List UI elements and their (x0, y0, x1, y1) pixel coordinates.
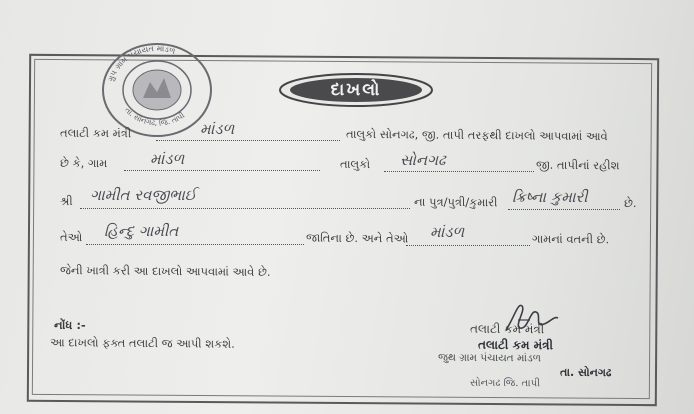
line2-label-village: છે કે, ગામ (59, 155, 108, 171)
line3-filled-child: ક્રિષ્ના કુમારી (512, 188, 588, 206)
line2-label-end: જી. તાપીનાં રહીશ (535, 157, 620, 173)
line3-fill-dots-father (80, 208, 410, 209)
line1-label-start: તલાટી કમ મંત્રી (59, 125, 132, 141)
line1-filled-village: માંડળ (200, 120, 235, 138)
line2-fill-dots-taluka (384, 171, 534, 172)
certification-statement: જેની ખાત્રી કરી આ દાખલો આપવામાં આવે છે. (59, 263, 271, 279)
line4-fill-dots-village (406, 245, 530, 246)
signatory-printed-label: તલાટી કમ મંત્રી (469, 321, 545, 337)
stamp-line-panchayat: જુથ ગ્રામ પંચાયત માંડળ (437, 351, 542, 365)
line4-filled-village: માંડળ (430, 223, 465, 241)
line2-filled-taluka: સોનગઢ (400, 151, 446, 169)
line4-label-end: ગામનાં વતની છે. (531, 231, 610, 247)
stamp-line-district: સોનગઢ જિ. તાપી (469, 377, 541, 390)
note-heading: નોંધ :- (53, 317, 86, 333)
line4-filled-caste: હિન્દુ ગામીત (104, 222, 179, 240)
line3-filled-father: ગામીત રવજીભાઈ (90, 186, 197, 204)
line3-label-shri: શ્રી (59, 193, 73, 209)
panchayat-seal (98, 40, 216, 140)
document-title: દાખલો (330, 80, 382, 100)
seal-bottom-text: તા. સોનગઢ, જિ. તાપી (123, 105, 187, 128)
line3-label-end: છે. (623, 195, 637, 211)
line1-label-end: તાલુકો સોનગઢ, જી. તાપી તરફથી દાખલો આપવામાં આવે (345, 126, 608, 144)
stamp-line-designation: તલાટી કમ મંત્રી (477, 337, 554, 353)
line2-filled-village: માંડળ (150, 150, 185, 168)
line4-fill-dots-caste (86, 244, 304, 245)
stamp-line-taluka: તા. સોનગઢ (559, 365, 612, 380)
line1-fill-dots (156, 140, 340, 141)
line3-label-relation: ના પુત્ર/પુત્રી/કુમારી (413, 194, 498, 210)
line2-fill-dots-village (124, 170, 320, 171)
line4-label-caste: જાતિના છે. અને તેઓ (305, 230, 409, 246)
note-text: આ દાખલો ફક્ત તલાટી જ આપી શકશે. (49, 335, 235, 351)
line2-label-taluka: તાલુકો (339, 156, 371, 172)
line3-fill-dots-child (508, 209, 620, 210)
seal-top-text: ગ્રુપ ગ્રામ પંચાયત માંડળ (106, 43, 177, 83)
line4-label-they: તેઓ (59, 229, 83, 245)
